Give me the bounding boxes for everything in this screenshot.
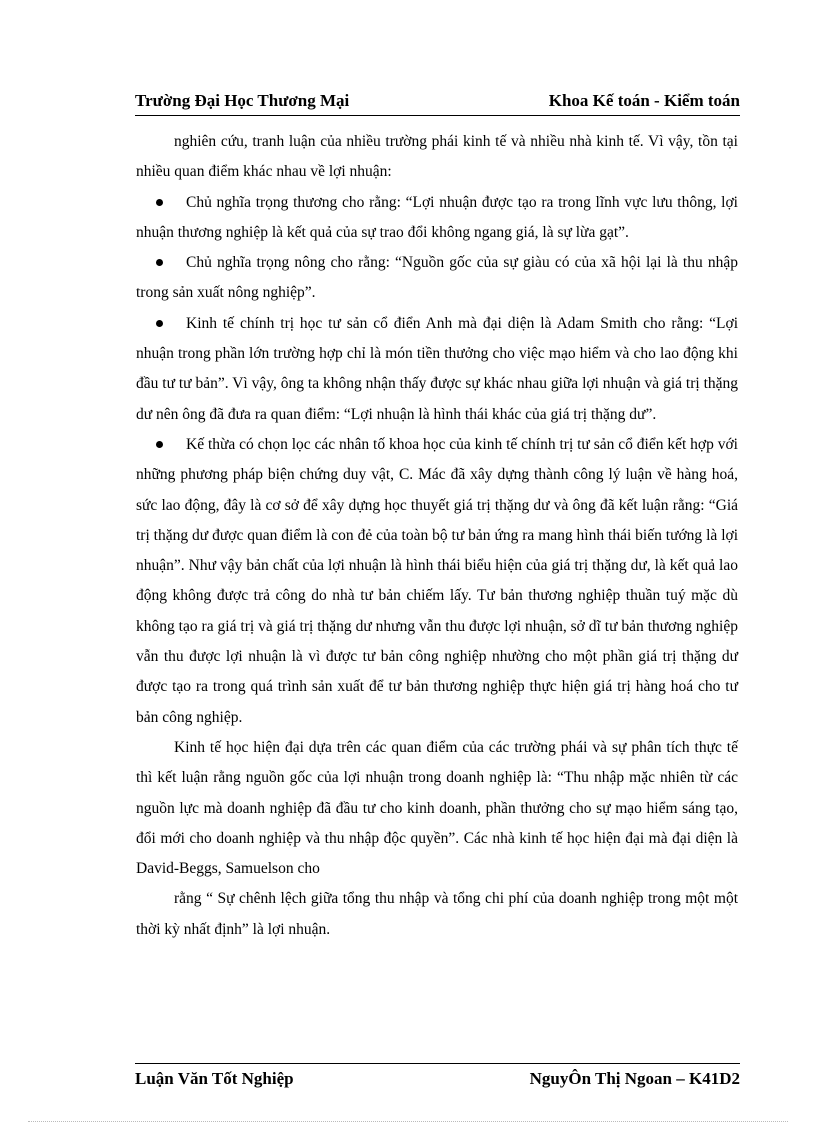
list-item-text: Kế thừa có chọn lọc các nhân tố khoa học của kinh tế chính trị tư sản cổ điển kết hợp với những phương pháp biện chứng duy vật, C. Mác đã xây dựng thành công lý luận về hàng hoá, sức lao động, đây là cơ sở để xây dựng học thuyết giá trị thặng dư và ông đã kết luận rằng: “Giá trị thặng dư được quan điểm là con đẻ của toàn bộ tư bản ứng ra mang hình thái biến tướng là lợi nhuận”. Như vậy bản chất của lợi nhuận là hình thái biểu hiện của giá trị thặng dư, là kết quả lao động không được trả công do nhà tư bản chiếm lấy. Tư bản thương nghiệp thuần tuý mặc dù không tạo ra giá trị và giá trị thặng dư nhưng vẫn thu được lợi nhuận, sở dĩ tư bản thương nghiệp vẫn thu được lợi nhuận là vì được tư bản công nghiệp nhường cho một phần giá trị thặng dư được tạo ra trong quá trình sản xuất để tư bản thương nghiệp thực hiện giá trị hàng hoá cho tư bản công nghiệp. [136, 435, 738, 726]
header-school: Trường Đại Học Thương Mại [135, 91, 350, 110]
list-item [136, 309, 738, 430]
footer-author: NguyÔn Thị Ngoan – K41D2 [529, 1069, 740, 1088]
bullet-icon [156, 259, 163, 266]
header-faculty: Khoa Kế toán - Kiểm toán [548, 91, 740, 110]
list-item [136, 188, 738, 249]
footer-thesis: Luận Văn Tốt Nghiệp [135, 1069, 294, 1088]
list-item-text: Kinh tế chính trị học tư sản cổ điển Anh mà đại diện là Adam Smith cho rằng: “Lợi nhuận trong phần lớn trường hợp chỉ là món tiền thưởng cho việc mạo hiểm và cho lao động khi đầu tư tư bản”. Vì vậy, ông ta không nhận thấy được sự khác nhau giữa lợi nhuận và giá trị thặng dư nên ông đã đưa ra quan điểm: “Lợi nhuận là hình thái khác của giá trị thặng dư”. [136, 314, 738, 423]
header-divider [135, 115, 740, 116]
viewpoint-list [136, 188, 738, 733]
modern-economics-paragraph: Kinh tế học hiện đại dựa trên các quan điểm của các trường phái và sự phân tích thực tế thì kết luận rằng nguồn gốc của lợi nhuận trong doanh nghiệp là: “Thu nhập mặc nhiên từ các nguồn lực mà doanh nghiệp đã đầu tư cho kinh doanh, phần thưởng cho sự mạo hiểm sáng tạo, đổi mới cho doanh nghiệp và thu nhập độc quyền”. Các nhà kinh tế học hiện đại mà đại diện là David-Beggs, Samuelson cho [136, 738, 738, 878]
footer-divider [135, 1063, 740, 1064]
list-item-text: Chủ nghĩa trọng thương cho rằng: “Lợi nhuận được tạo ra trong lĩnh vực lưu thông, lợi nhuận thương nghiệp là kết quả của sự trao đổi không ngang giá, là sự lừa gạt”. [136, 193, 738, 241]
document-body [136, 127, 738, 945]
intro-paragraph: nghiên cứu, tranh luận của nhiều trường phái kinh tế và nhiều nhà kinh tế. Vì vậy, tồn tại nhiều quan điểm khác nhau về lợi nhuận: [136, 133, 738, 181]
list-item-text: Chủ nghĩa trọng nông cho rằng: “Nguồn gốc của sự giàu có của xã hội lại là thu nhập trong sản xuất nông nghiệp”. [136, 254, 738, 302]
page-edge-divider [28, 1121, 788, 1122]
bullet-icon [156, 320, 163, 327]
list-item [136, 248, 738, 309]
bullet-icon [156, 441, 163, 448]
page-header [135, 91, 740, 111]
list-item [136, 430, 738, 733]
modern-economics-paragraph-continued: rằng “ Sự chênh lệch giữa tổng thu nhập và tổng chi phí của doanh nghiệp trong một một thời kỳ nhất định” là lợi nhuận. [136, 890, 738, 938]
bullet-icon [156, 199, 163, 206]
page-footer [135, 1069, 740, 1089]
